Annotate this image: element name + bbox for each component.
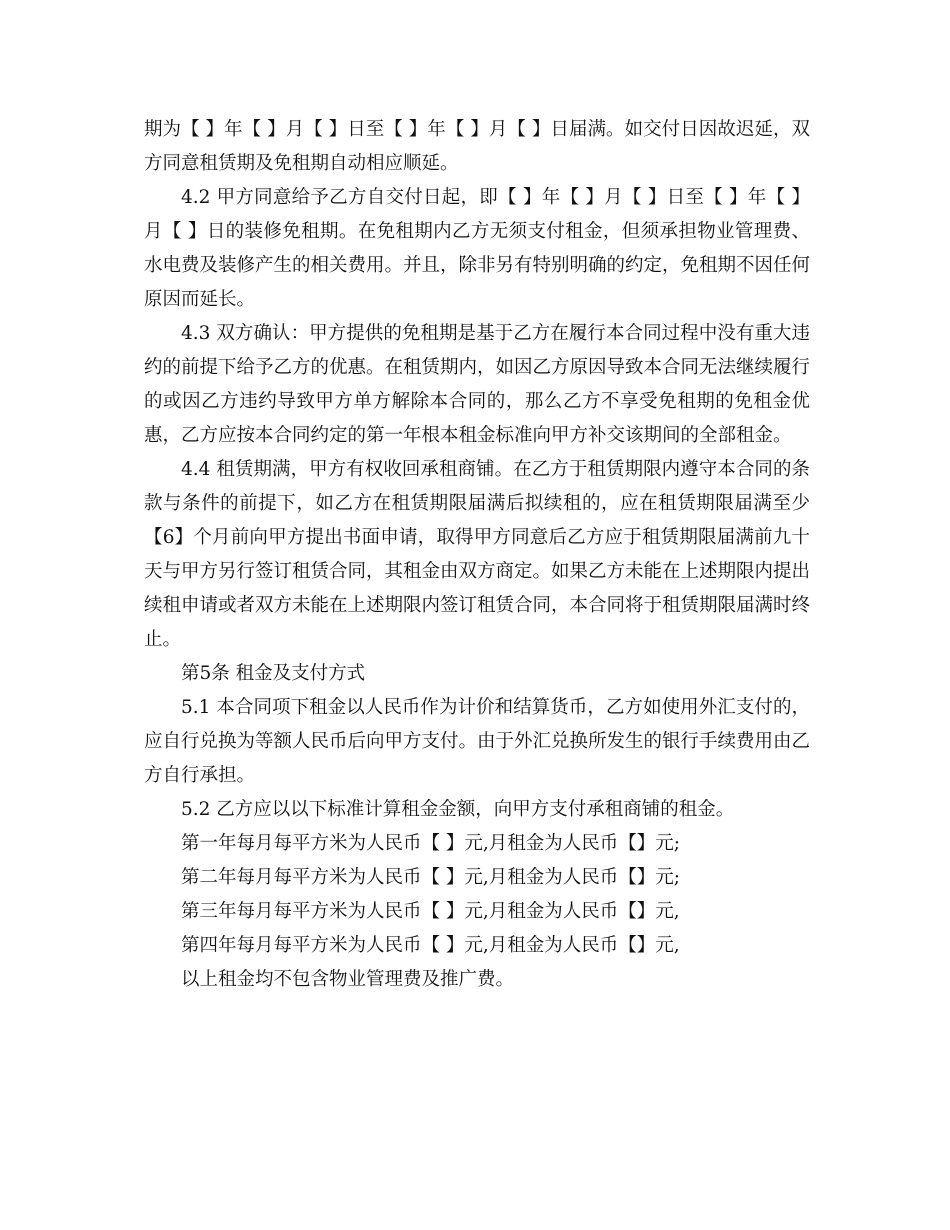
article-5-heading: 第5条 租金及支付方式 — [181, 663, 366, 684]
paragraph-term-continued: 期为【 】年【 】月【 】日至【 】年【 】月【 】日届满。如交付日因故迟延，双方同意租赁期及免租期自动相应顺延。 — [144, 119, 810, 174]
rent-line-year-2: 第二年每月每平方米为人民币【 】元,月租金为人民币【】元; — [181, 867, 680, 888]
contract-page — [144, 113, 810, 997]
paragraph-5-2-rent-standard: 5.2 乙方应以以下标准计算租金金额，向甲方支付承租商铺的租金。 — [181, 799, 735, 820]
rent-line-year-1: 第一年每月每平方米为人民币【 】元,月租金为人民币【】元; — [181, 833, 680, 854]
closing-note: 以上租金均不包含物业管理费及推广费。 — [181, 969, 515, 990]
paragraph-4-3-confirmation: 4.3 双方确认：甲方提供的免租期是基于乙方在履行本合同过程中没有重大违约的前提下给予乙方的优惠。在租赁期内，如因乙方原因导致本合同无法继续履行的或因乙方违约导致甲方单方解除本合同的，那么乙方不享受免租期的免租金优惠，乙方应按本合同约定的第一年根本租金标准向甲方补交该期间的全部租金。 — [144, 323, 811, 446]
paragraph-4-2-rent-free-period: 4.2 甲方同意给予乙方自交付日起，即【 】年【 】月【 】日至【 】年【 】月【 】日的装修免租期。在免租期内乙方无须支付租金，但须承担物业管理费、水电费及装修产生的相关费用。并且，除非另有特别明确的约定，免租期不因任何原因而延长。 — [144, 187, 811, 310]
paragraph-4-4-renewal: 4.4 租赁期满，甲方有权收回承租商铺。在乙方于租赁期限内遵守本合同的条款与条件的前提下，如乙方在租赁期限届满后拟续租的，应在租赁期限届满至少【6】个月前向甲方提出书面申请，取得甲方同意后乙方应于租赁期限届满前九十天与甲方另行签订租赁合同，其租金由双方商定。如果乙方未能在上述期限内提出续租申请或者双方未能在上述期限内签订租赁合同，本合同将于租赁期限届满时终止。 — [144, 459, 811, 650]
rent-line-year-3: 第三年每月每平方米为人民币【 】元,月租金为人民币【】元, — [181, 901, 680, 922]
rent-line-year-4: 第四年每月每平方米为人民币【 】元,月租金为人民币【】元, — [181, 935, 680, 956]
paragraph-5-1-currency: 5.1 本合同项下租金以人民币作为计价和结算货币，乙方如使用外汇支付的，应自行兑换为等额人民币后向甲方支付。由于外汇兑换所发生的银行手续费用由乙方自行承担。 — [144, 697, 811, 786]
